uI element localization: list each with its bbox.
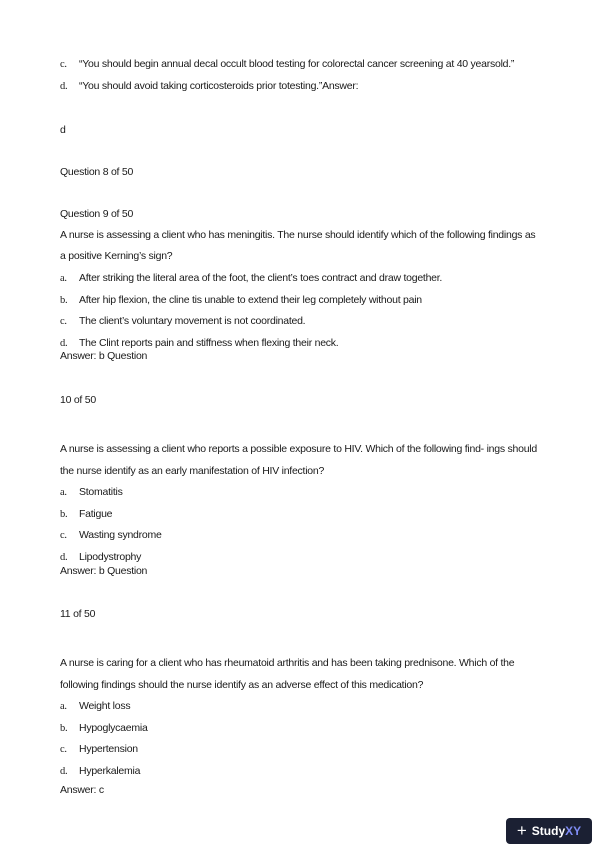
brand-word-xy: XY — [565, 824, 582, 838]
question-stem: a positive Kerning’s sign? — [60, 250, 173, 262]
answer-text: Answer: c — [60, 784, 104, 796]
option-a — [60, 486, 123, 499]
option-text: Weight loss — [79, 700, 131, 712]
option-letter: c. — [60, 316, 67, 327]
option-text: Hypoglycaemia — [79, 722, 148, 734]
option-text: Hyperkalemia — [79, 765, 141, 777]
option-letter: b. — [60, 723, 68, 734]
option-text: Wasting syndrome — [79, 529, 162, 541]
option-text: After hip flexion, the cline tis unable to extend their leg completely without pain — [79, 294, 422, 306]
option-letter: c. — [60, 59, 67, 70]
brand-word-study: Study — [531, 824, 566, 838]
option-a — [60, 272, 442, 285]
option-letter: d. — [60, 766, 68, 777]
studyxy-logo[interactable] — [506, 818, 592, 844]
option-text: “You should begin annual decal occult blood testing for colorectal cancer screening at 40 yearsold.” — [79, 58, 515, 70]
option-text: The client’s voluntary movement is not coordinated. — [79, 315, 306, 327]
option-d — [60, 337, 338, 350]
option-b — [60, 508, 112, 521]
brand-wordmark — [532, 824, 581, 838]
option-c — [60, 315, 305, 328]
question-heading: Question 9 of 50 — [60, 208, 134, 220]
plus-icon: + — [516, 820, 527, 840]
question-stem: A nurse is caring for a client who has rheumatoid arthritis and has been taking prednisone. Which of the — [60, 657, 515, 669]
option-d — [60, 551, 141, 564]
question-stem: A nurse is assessing a client who has meningitis. The nurse should identify which of the following findings as — [60, 229, 536, 241]
option-text: Stomatitis — [79, 486, 123, 498]
option-d — [60, 765, 140, 778]
option-c — [60, 529, 162, 542]
answer-text: Answer: b Question — [60, 350, 148, 362]
option-letter: d. — [60, 338, 68, 349]
option-b — [60, 722, 148, 735]
option-letter: c. — [60, 530, 67, 541]
answer-text: Answer: b Question — [60, 565, 148, 577]
option-text: Lipodystrophy — [79, 551, 142, 563]
option-text: The Clint reports pain and stiffness when flexing their neck. — [79, 337, 339, 349]
question-heading: Question 8 of 50 — [60, 166, 134, 178]
answer-text: d — [60, 124, 66, 136]
option-letter: c. — [60, 744, 67, 755]
option-text: Fatigue — [79, 508, 113, 520]
option-letter: a. — [60, 701, 67, 712]
question-heading: 10 of 50 — [60, 394, 96, 406]
question-stem: the nurse identify as an early manifestation of HIV infection? — [60, 465, 325, 477]
question-stem: A nurse is assessing a client who reports a possible exposure to HIV. Which of the following find- ings should — [60, 443, 537, 455]
option-letter: a. — [60, 273, 67, 284]
option-a — [60, 700, 130, 713]
option-b — [60, 294, 422, 307]
option-letter: d. — [60, 81, 68, 92]
option-text: After striking the literal area of the foot, the client’s toes contract and draw together. — [79, 272, 443, 284]
option-text: “You should avoid taking corticosteroids prior totesting.”Answer: — [79, 80, 359, 92]
option-letter: b. — [60, 295, 68, 306]
option-d — [60, 80, 358, 93]
option-letter: a. — [60, 487, 67, 498]
option-letter: b. — [60, 509, 68, 520]
option-c — [60, 743, 138, 756]
question-heading: 11 of 50 — [60, 608, 96, 620]
option-letter: d. — [60, 552, 68, 563]
option-text: Hypertension — [79, 743, 138, 755]
option-c — [60, 58, 514, 71]
question-stem: following findings should the nurse identify as an adverse effect of this medication? — [60, 679, 424, 691]
